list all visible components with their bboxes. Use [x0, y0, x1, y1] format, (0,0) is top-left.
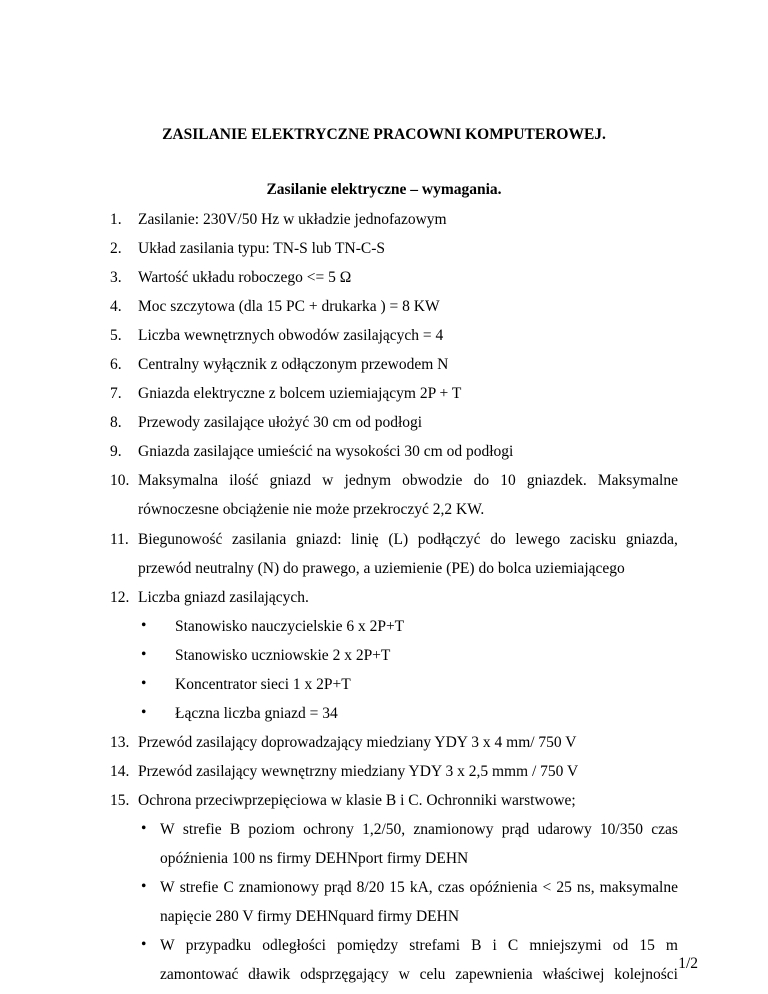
word: ilość [229, 472, 259, 489]
bullet-icon: • [141, 617, 147, 634]
word: W [160, 937, 175, 954]
word: znamionowy [413, 821, 494, 838]
list-item: 13. Przewód zasilający doprowadzający miedziany YDY 3 x 4 mm/ 750 V [110, 734, 577, 751]
list-item: 4. Moc szczytowa (dla 15 PC + drukarka ) = 8 KW [110, 298, 440, 315]
word: Maksymalne [597, 472, 678, 489]
word: strefami [409, 937, 461, 954]
word: czas [651, 821, 678, 838]
bullet-icon: • [141, 646, 147, 663]
word: Maksymalna [138, 472, 219, 489]
list-item: 8. Przewody zasilające ułożyć 30 cm od podłogi [110, 414, 423, 431]
word: zapewnienia [455, 966, 533, 983]
word: w [398, 966, 410, 983]
word: strefie [182, 821, 222, 838]
word: znamionowy [238, 879, 319, 896]
socket-item: Stanowisko nauczycielskie 6 x 2P+T [175, 618, 405, 635]
word: gniazd: [295, 531, 342, 548]
word: prąd [324, 879, 352, 896]
word: właściwej [542, 966, 605, 983]
word: 8/20 [356, 879, 385, 896]
word: zacisku [569, 531, 617, 548]
word: strefie [179, 879, 219, 896]
word: W [160, 879, 175, 896]
word: < [542, 879, 552, 896]
list-item: 12. Liczba gniazd zasilających. [110, 589, 309, 606]
list-item: 6. Centralny wyłącznik z odłączonym przewodem N [110, 356, 449, 373]
word: gniazdek. [526, 472, 587, 489]
word: B [229, 821, 241, 838]
socket-item: Łączna liczba gniazd = 34 [175, 705, 338, 722]
word: ochrony [303, 821, 354, 838]
word: gniazd [269, 472, 311, 489]
zone-item-continuation: opóźnienia 100 ns firmy DEHNport firmy DEHN [160, 850, 469, 867]
word: w [322, 472, 334, 489]
list-item-continuation: równoczesne obciążenie nie może przekroczyć 2,2 KW. [138, 501, 485, 518]
word: obwodzie [402, 472, 463, 489]
word: odległości [262, 937, 326, 954]
list-item-continuation: przewód neutralny (N) do prawego, a uziemienie (PE) do bolca uziemiającego [138, 560, 625, 577]
list-item: 5. Liczba wewnętrznych obwodów zasilających = 4 [110, 327, 444, 344]
list-item: 15. Ochrona przeciwprzepięciowa w klasie B i C. Ochronniki warstwowe; [110, 792, 576, 809]
word: kolejności [614, 966, 678, 983]
document-title: ZASILANIE ELEKTRYCZNE PRACOWNI KOMPUTEROWEJ. [162, 126, 606, 143]
justified-line [160, 936, 678, 956]
word: odsprzęgający [300, 966, 389, 983]
word: 15 [639, 937, 655, 954]
page-number: 1/2 [678, 955, 698, 972]
justified-line [160, 878, 678, 898]
bullet-icon: • [141, 878, 147, 895]
justified-line [160, 820, 678, 840]
list-item: 7. Gniazda elektryczne z bolcem uziemiającym 2P + T [110, 385, 462, 402]
word: podłączyć [417, 531, 481, 548]
word: zasilania [232, 531, 287, 548]
word: udarowy [537, 821, 592, 838]
word: dławik [248, 966, 291, 983]
word: prąd [501, 821, 530, 838]
word: 10/350 [599, 821, 643, 838]
word: jednym [344, 472, 392, 489]
word: Biegunowość [138, 531, 223, 548]
word: opóźnienia [469, 879, 538, 896]
section-title: Zasilanie elektryczne – wymagania. [266, 181, 502, 198]
word: C [223, 879, 234, 896]
word: B [471, 937, 482, 954]
socket-item: Koncentrator sieci 1 x 2P+T [175, 676, 351, 693]
word: czas [437, 879, 465, 896]
bullet-icon: • [141, 704, 147, 721]
word: do [490, 531, 506, 548]
list-item: 14. Przewód zasilający wewnętrzny miedziany YDY 3 x 2,5 mmm / 750 V [110, 763, 579, 780]
word: pomiędzy [337, 937, 399, 954]
socket-item: Stanowisko uczniowskie 2 x 2P+T [175, 647, 391, 664]
word: 15 [389, 879, 405, 896]
zone-item-continuation: napięcie 280 V firmy DEHNquard firmy DEHN [160, 908, 460, 925]
word: (L) [388, 531, 409, 548]
word: 25 [556, 879, 572, 896]
word: przypadku [185, 937, 252, 954]
word: m [665, 937, 678, 954]
word: linię [351, 531, 379, 548]
bullet-icon: • [141, 820, 147, 837]
word: kA, [409, 879, 433, 896]
bullet-icon: • [141, 675, 147, 692]
word: W [160, 821, 175, 838]
word: celu [419, 966, 446, 983]
word: do [473, 472, 490, 489]
list-item: 9. Gniazda zasilające umieścić na wysokości 30 cm od podłogi [110, 443, 514, 460]
word: zamontować [160, 966, 239, 983]
word: od [612, 937, 629, 954]
list-item: 2. Układ zasilania typu: TN-S lub TN-C-S [110, 240, 385, 257]
list-item: 1. Zasilanie: 230V/50 Hz w układzie jednofazowym [110, 211, 447, 228]
word: ns, [576, 879, 595, 896]
justified-line [138, 530, 678, 550]
list-item: 11. [110, 531, 129, 548]
justified-line [160, 965, 678, 985]
justified-line [138, 471, 678, 491]
word: i [492, 937, 497, 954]
word: lewego [515, 531, 561, 548]
word: 1,2/50, [362, 821, 406, 838]
bullet-icon: • [141, 936, 147, 953]
list-item: 3. Wartość układu roboczego <= 5 Ω [110, 269, 352, 286]
word: mniejszymi [529, 937, 602, 954]
word: gniazda, [625, 531, 678, 548]
word: 10 [500, 472, 516, 489]
word: maksymalne [599, 879, 678, 896]
list-item: 10. [110, 472, 130, 489]
word: poziom [248, 821, 295, 838]
word: C [507, 937, 519, 954]
